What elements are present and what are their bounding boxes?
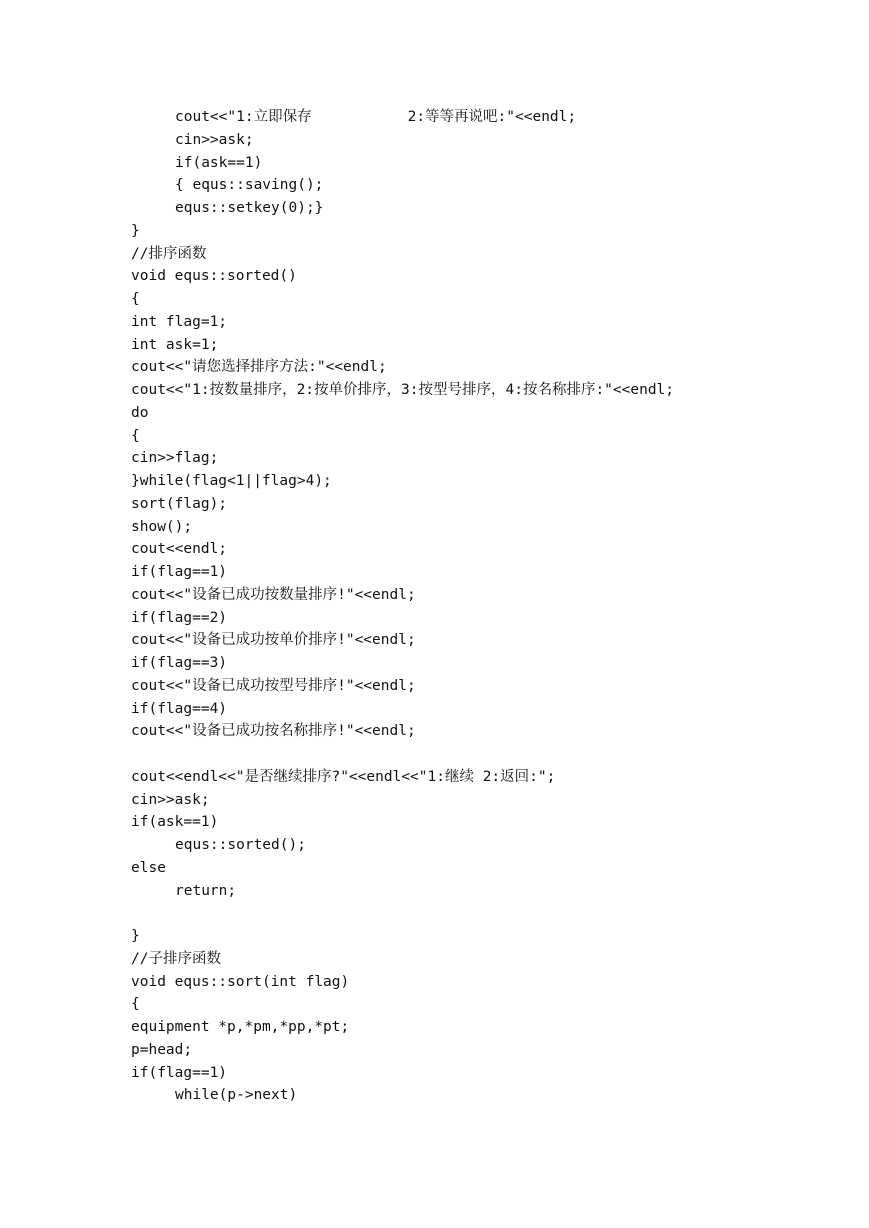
code-line: int ask=1; [131,336,219,353]
code-line: //子排序函数 [131,950,221,967]
code-line: void equs::sort(int flag) [131,973,350,990]
code-line: { [131,996,140,1013]
code-line: if(flag==1) [131,1064,228,1081]
blank-line [131,902,831,925]
code-line: { equs::saving(); [175,177,324,194]
code-line: p=head; [131,1041,193,1058]
code-line: do [131,404,149,421]
code-line: if(flag==3) [131,655,228,671]
code-line: cout<<"设备已成功按型号排序!"<<endl; [131,677,416,694]
code-line: cout<<"请您选择排序方法:"<<endl; [131,359,387,376]
code-line: cin>>ask; [131,791,210,808]
code-line: if(flag==4) [131,700,228,717]
code-line: show(); [131,518,193,535]
code-line: void equs::sorted() [131,268,297,285]
code-line: if(flag==1) [131,564,228,580]
code-line: cout<<"设备已成功按单价排序!"<<endl; [131,632,416,649]
code-line: { [131,427,140,444]
code-listing [131,106,831,1107]
code-line: int flag=1; [131,313,228,330]
code-line: equs::setkey(0);} [175,200,324,216]
code-line: cout<<"1:立即保存 2:等等再说吧:"<<endl; [175,109,577,125]
code-line: equipment *p,*pm,*pp,*pt; [131,1019,350,1035]
code-line: return; [175,882,237,899]
code-line: sort(flag); [131,495,228,512]
code-line: while(p->next) [175,1087,298,1104]
code-line: { [131,291,140,307]
code-line: //排序函数 [131,245,207,262]
code-line: cout<<"1:按数量排序，2:按单价排序，3:按型号排序，4:按名称排序:"<<endl; [131,382,675,398]
code-line: if(flag==2) [131,609,228,626]
code-line: cout<<endl<<"是否继续排序?"<<endl<<"1:继续 2:返回:"; [131,768,556,785]
code-line: } [131,222,140,239]
code-line: cout<<"设备已成功按数量排序!"<<endl; [131,586,416,603]
code-line: else [131,859,166,876]
code-line: } [131,928,140,944]
code-line: if(ask==1) [175,154,263,171]
code-line: cin>>flag; [131,450,219,467]
code-line: cout<<endl; [131,541,228,558]
code-line: cin>>ask; [175,131,254,148]
blank-line [131,743,831,766]
code-line: equs::sorted(); [175,837,306,853]
code-line: }while(flag<1||flag>4); [131,473,332,489]
code-line: if(ask==1) [131,814,219,831]
code-line: cout<<"设备已成功按名称排序!"<<endl; [131,723,416,740]
